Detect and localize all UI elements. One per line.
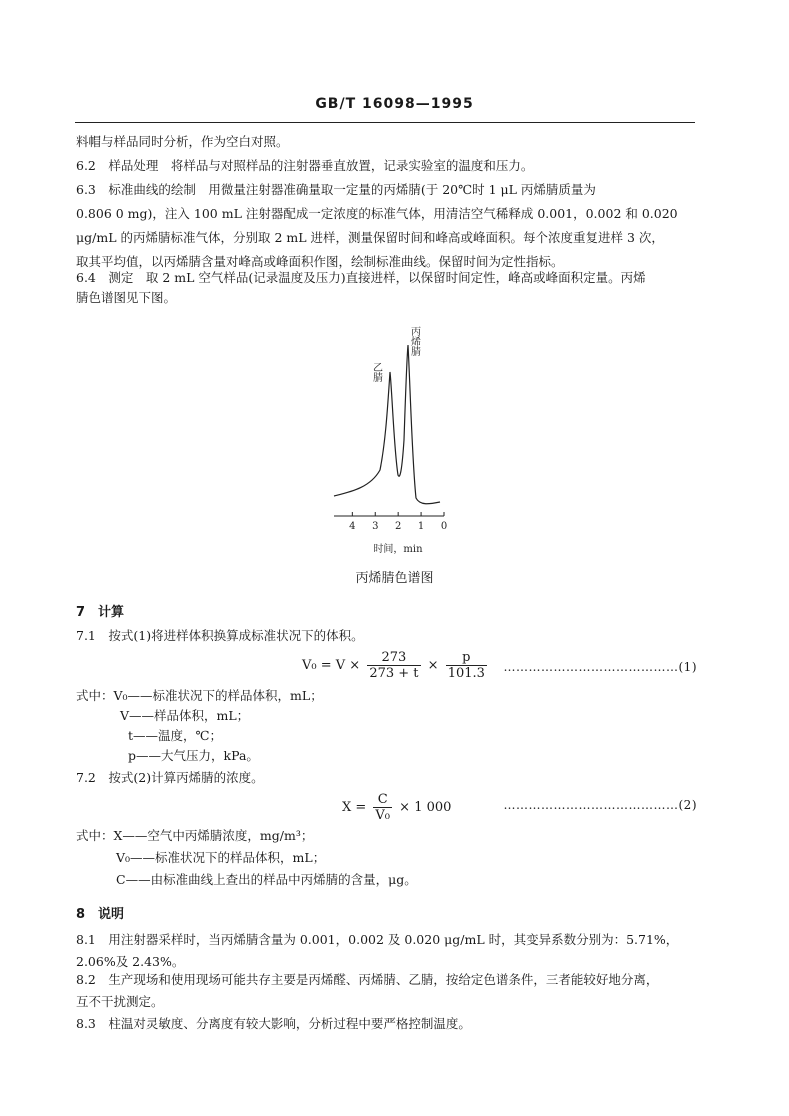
numerator: p [446, 650, 487, 666]
section-6-3-line3: μg/mL 的丙烯腈标准气体，分别取 2 mL 进样，测量保留时间和峰高或峰面积。每个浓度重复进样 3 次， [76, 230, 664, 245]
formula-1-lhs: V₀ = V × [302, 658, 361, 673]
denominator: V₀ [375, 808, 391, 823]
symbol: 式中：V₀—— [76, 688, 153, 703]
symbol: V—— [120, 708, 155, 723]
where-item [76, 746, 323, 766]
definition: 空气中丙烯腈浓度，mg/m³； [147, 828, 314, 843]
symbol: C—— [116, 872, 151, 887]
section-6-3-line2: 0.806 0 mg)，注入 100 mL 注射器配成一定浓度的标准气体，用清洁空气稀释成 0.001，0.002 和 0.020 [76, 206, 678, 221]
formula-2-lhs: X = [342, 800, 367, 815]
figure-caption: 丙烯腈色谱图 [355, 571, 434, 586]
formula-1-fraction-1 [367, 650, 420, 681]
x-tick-label: 1 [417, 521, 425, 532]
equation-number-1: ……………………………………(1) [503, 660, 697, 674]
denominator: 101.3 [447, 666, 485, 681]
where-item [76, 706, 323, 726]
definition: 标准状况下的样品体积，mL； [152, 688, 323, 703]
section-8-2-line2: 互不干扰测定。 [76, 994, 164, 1009]
x-axis-label: 时间，min [373, 544, 423, 555]
section-8-2-line1: 8.2 生产现场和使用现场可能共存主要是丙烯醛、丙烯腈、乙腈，按给定色谱条件，三者能较好地分离， [76, 972, 659, 987]
chromatogram [320, 320, 450, 560]
section-7-2: 7.2 按式(2)计算丙烯腈的浓度。 [76, 770, 264, 785]
section-6-4-line2: 腈色谱图见下图。 [76, 290, 177, 305]
equation-number-2: ……………………………………(2) [503, 798, 697, 812]
header-rule [75, 122, 695, 123]
formula-2-rhs: × 1 000 [399, 800, 452, 815]
x-tick-label: 2 [394, 521, 402, 532]
where-item [76, 726, 323, 746]
x-tick-label: 0 [440, 521, 448, 532]
where-item [76, 686, 323, 706]
definition: 标准状况下的样品体积，mL； [155, 850, 326, 865]
where-list-1 [76, 686, 323, 766]
section-8-title: 8 说明 [76, 907, 125, 922]
denominator: 273 + t [369, 666, 419, 681]
where-item [76, 870, 417, 892]
where-item [76, 848, 417, 870]
section-6-4-line1: 6.4 测定 取 2 mL 空气样品(记录温度及压力)直接进样，以保留时间定性，峰高或峰面积定量。丙烯 [76, 270, 646, 285]
formula-1-fraction-2 [446, 650, 487, 681]
peak-label-acrylonitrile: 丙烯腈 [408, 326, 420, 356]
formula-2-fraction [373, 792, 392, 823]
symbol: t—— [128, 728, 159, 743]
page-header-standard-number: GB/T 16098—1995 [315, 96, 474, 112]
section-6-3-line1: 6.3 标准曲线的绘制 用微量注射器准确量取一定量的丙烯腈(于 20℃时 1 μL 丙烯腈质量为 [76, 182, 596, 197]
section-6-2: 6.2 样品处理 将样品与对照样品的注射器垂直放置，记录实验室的温度和压力。 [76, 158, 534, 173]
section-7-title: 7 计算 [76, 605, 125, 620]
x-tick-label: 3 [372, 521, 379, 532]
definition: 温度，℃； [158, 728, 223, 743]
definition: 样品体积，mL； [154, 708, 250, 723]
section-8-3: 8.3 柱温对灵敏度、分离度有较大影响，分析过程中要严格控制温度。 [76, 1016, 471, 1031]
section-8-1-line1: 8.1 用注射器采样时，当丙烯腈含量为 0.001，0.002 及 0.020 μg/mL 时，其变异系数分别为：5.71%， [76, 932, 679, 947]
peak-label-acetonitrile: 乙腈 [370, 362, 382, 382]
formula-2 [342, 792, 451, 823]
times-sign: × [427, 658, 439, 673]
section-6-3-line4: 取其平均值，以丙烯腈含量对峰高或峰面积作图，绘制标准曲线。保留时间为定性指标。 [76, 254, 564, 269]
section-7-1: 7.1 按式(1)将进样体积换算成标准状况下的体积。 [76, 628, 364, 643]
text-line: 料帽与样品同时分析，作为空白对照。 [76, 134, 289, 149]
numerator: C [373, 792, 392, 808]
symbol: p—— [128, 748, 162, 763]
chromatogram-trace [334, 345, 440, 504]
definition: 由标准曲线上查出的样品中丙烯腈的含量，μg。 [150, 872, 417, 887]
symbol: 式中：X—— [76, 828, 148, 843]
where-list-2 [76, 826, 417, 892]
x-axis [334, 512, 447, 532]
where-item [76, 826, 417, 848]
numerator: 273 [367, 650, 420, 666]
x-tick-label: 4 [349, 521, 356, 532]
section-8-1-line2: 2.06%及 2.43%。 [76, 954, 185, 969]
formula-1 [302, 650, 490, 681]
symbol: V₀—— [116, 850, 156, 865]
definition: 大气压力，kPa。 [161, 748, 259, 763]
